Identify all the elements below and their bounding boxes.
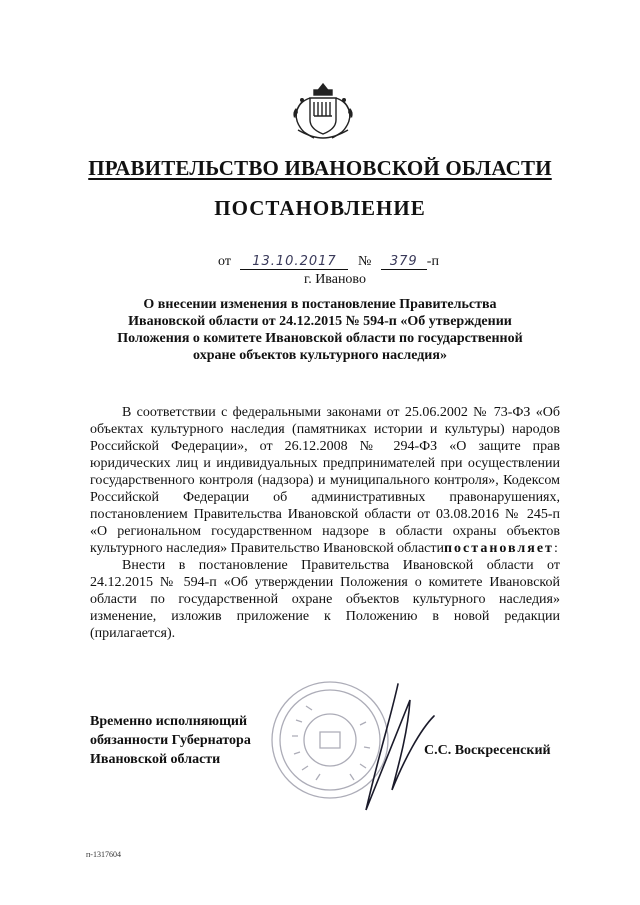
- subject-line: охране объектов культурного наследия»: [193, 348, 447, 363]
- decree-word: постановляет: [443, 541, 554, 556]
- body-paragraph-preamble: [90, 404, 560, 557]
- signer-name: С.С. Воскресенский: [424, 743, 551, 758]
- coat-of-arms-emblem: [288, 80, 358, 142]
- city-line: г. Иваново: [304, 272, 366, 287]
- body-paragraph-order: Внести в постановление Правительства Ивановской области от 24.12.2015 № 594-п «Об утверждении Положения о комитете Ивановской области по государственной охране объектов культурного наследия» изменение, изложив приложение к Положению в новой редакции (прилагается).: [90, 558, 560, 641]
- number-suffix: -п: [426, 254, 439, 269]
- preamble-text: В соответствии с федеральными законами от 25.06.2002 № 73-ФЗ «Об объектах культурного наследия (памятниках истории и культуры) народов Российской Федерации», от 26.12.2008 № 294-ФЗ «О защите прав юридических лиц и индивидуальных предпринимателей при осуществлении государственного контроля (надзора) и муниципального контроля», Кодексом Российской Федерации об административных правонарушениях, постановлением Правительства Ивановской области от 03.08.2016 № 245-п «О региональном государственном надзоре в области охраны объектов культурного наследия» Правительство Ивановской области: [90, 405, 560, 556]
- document-subject: [90, 296, 550, 364]
- handwritten-date: 13.10.2017: [240, 255, 348, 270]
- signer-position-line: обязанности Губернатора: [90, 733, 251, 748]
- document-type: ПОСТАНОВЛЕНИЕ: [214, 196, 426, 220]
- handwritten-number: 379: [381, 255, 427, 270]
- signer-position-line: Ивановской области: [90, 752, 221, 767]
- subject-line: Ивановской области от 24.12.2015 № 594-п «Об утверждении: [128, 314, 512, 329]
- signer-position-line: Временно исполняющий: [90, 714, 248, 729]
- date-prefix: от: [218, 254, 231, 269]
- subject-line: О внесении изменения в постановление Правительства: [143, 297, 497, 312]
- document-body: [90, 404, 560, 642]
- decree-colon: :: [553, 541, 558, 556]
- subject-line: Положения о комитете Ивановской области по государственной: [117, 331, 523, 346]
- document-code: п-1317604: [86, 850, 121, 859]
- date-number-line: [218, 254, 439, 270]
- number-sign: №: [357, 254, 372, 269]
- government-title: ПРАВИТЕЛЬСТВО ИВАНОВСКОЙ ОБЛАСТИ: [88, 156, 552, 180]
- signer-position: [90, 712, 251, 769]
